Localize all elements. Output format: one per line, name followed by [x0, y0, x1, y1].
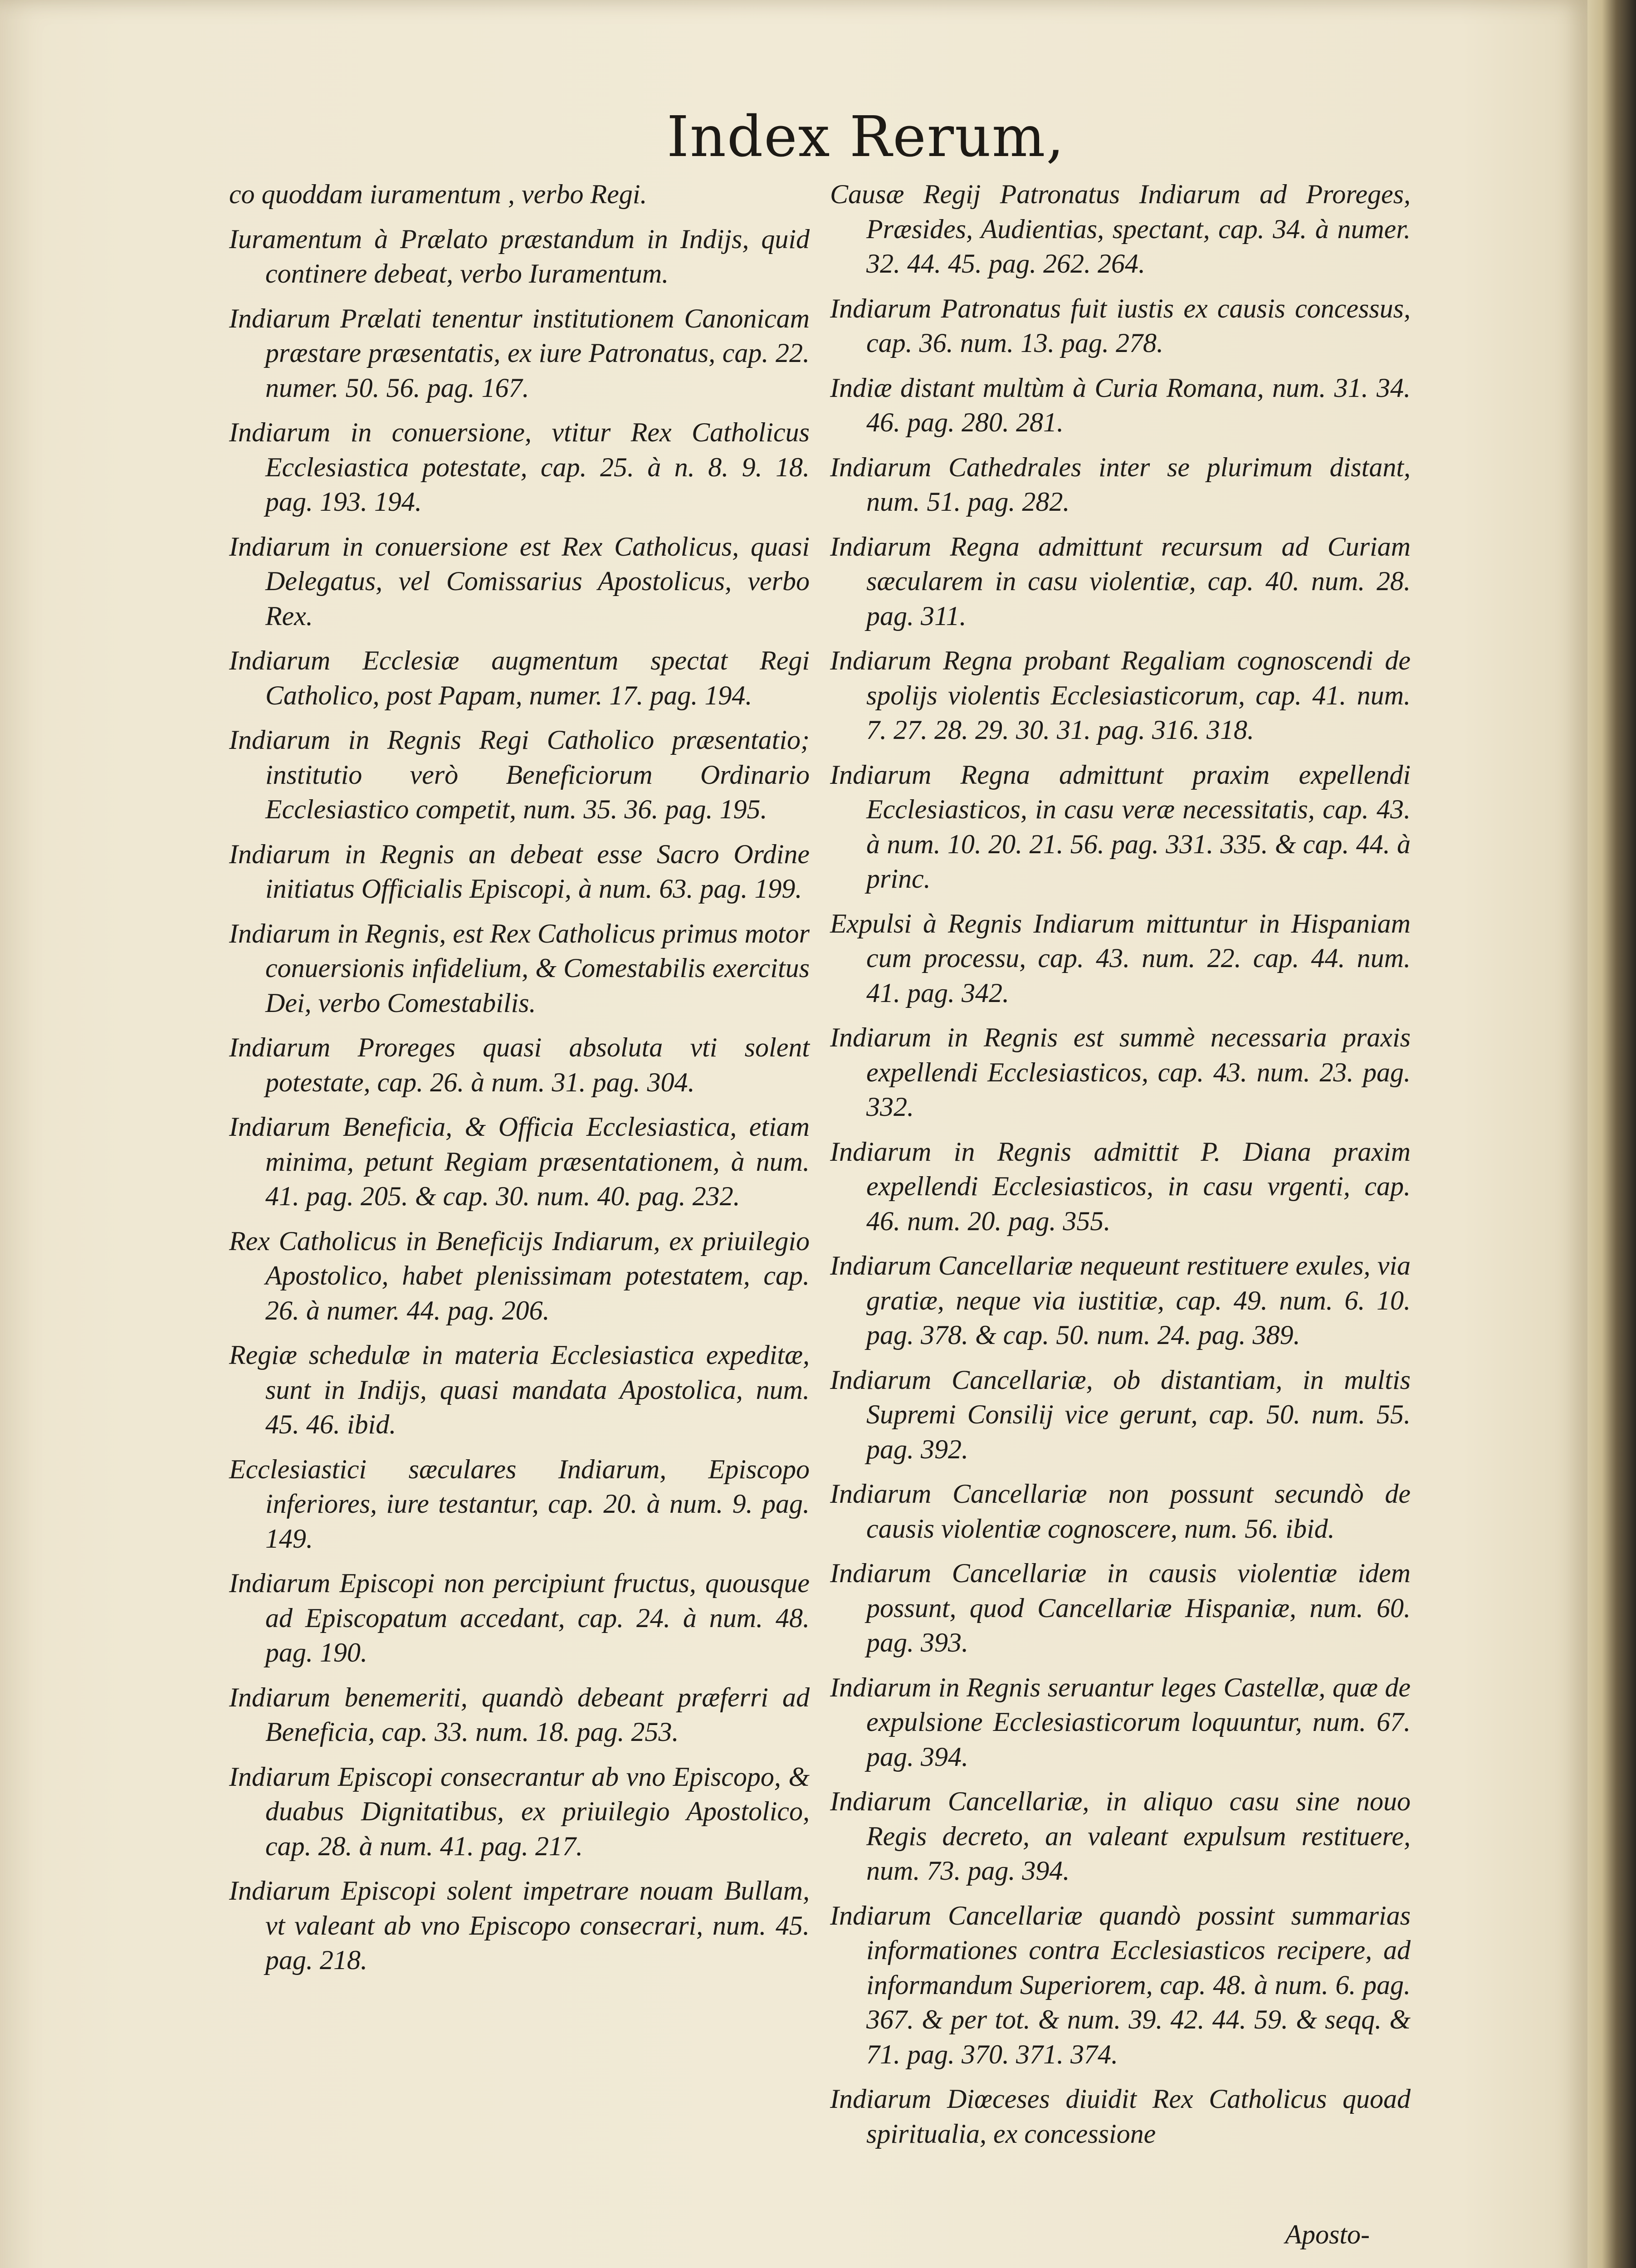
index-entry: Indiarum Regna admittunt praxim expellendi Ecclesiasticos, in casu veræ necessitatis, cap. 43. à num. 10. 20. 21. 56. pag. 331. 335. & cap. 44. à princ. — [830, 759, 1411, 894]
running-head: Index Rerum, — [667, 104, 1065, 170]
index-entry: Indiarum benemeriti, quandò debeant præferri ad Beneficia, cap. 33. num. 18. pag. 253. — [229, 1682, 810, 1747]
index-entry: Expulsi à Regnis Indiarum mittuntur in Hispaniam cum processu, cap. 43. num. 22. cap. 44. num. 41. pag. 342. — [830, 908, 1411, 1008]
index-entry: Indiarum Cathedrales inter se plurimum distant, num. 51. pag. 282. — [830, 452, 1411, 517]
index-entry: Indiarum Ecclesiæ augmentum spectat Regi Catholico, post Papam, numer. 17. pag. 194. — [229, 645, 810, 710]
index-entry: Indiarum Cancellariæ nequeunt restituere exules, via gratiæ, neque via iustitiæ, cap. 49. num. 6. 10. pag. 378. & cap. 50. num. 24. pag. 389. — [830, 1251, 1411, 1350]
index-entry: Indiarum Beneficia, & Officia Ecclesiastica, etiam minima, petunt Regiam præsentationem, à num. 41. pag. 205. & cap. 30. num. 40. pag. 232. — [229, 1112, 810, 1211]
index-entry: Indiarum Patronatus fuit iustis ex causis concessus, cap. 36. num. 13. pag. 278. — [830, 293, 1411, 358]
index-entry: Indiarum Cancellariæ quandò possint summarias informationes contra Ecclesiasticos recipere, ad informandum Superiorem, cap. 48. à num. 6. pag. 367. & per tot. & num. 39. 42. 44. 59. & seqq. & 71. pag. 370. 371. 374. — [830, 1900, 1411, 2069]
index-entry: Indiarum Episcopi non percipiunt fructus, quousque ad Episcopatum accedant, cap. 24. à num. 48. pag. 190. — [229, 1568, 810, 1667]
index-entry: Indiarum Cancellariæ non possunt secundò de causis violentiæ cognoscere, num. 56. ibid. — [830, 1479, 1411, 1544]
adjacent-page-edge — [1587, 0, 1636, 2268]
index-entry: Indiarum in Regnis, est Rex Catholicus primus motor conuersionis infidelium, & Comestabilis exercitus Dei, verbo Comestabilis. — [229, 918, 810, 1018]
index-entry: Indiarum Diœceses diuidit Rex Catholicus quoad spiritualia, ex concessione — [830, 2084, 1411, 2149]
index-entry: Indiarum Regna probant Regaliam cognoscendi de spolijs violentis Ecclesiasticorum, cap. 41. num. 7. 27. 28. 29. 30. 31. pag. 316. 318. — [830, 645, 1411, 745]
index-column-right — [830, 177, 1411, 2161]
index-entry: Indiarum Cancellariæ, ob distantiam, in multis Supremi Consilij vice gerunt, cap. 50. num. 55. pag. 392. — [830, 1364, 1411, 1464]
index-entry: Indiarum Cancellariæ in causis violentiæ idem possunt, quod Cancellariæ Hispaniæ, num. 60. pag. 393. — [830, 1558, 1411, 1657]
index-entry: Causæ Regij Patronatus Indiarum ad Proreges, Præsides, Audientias, spectant, cap. 34. à numer. 32. 44. 45. pag. 262. 264. — [830, 179, 1411, 279]
index-column-left — [229, 177, 810, 1988]
index-entry: Iuramentum à Prælato præstandum in Indijs, quid continere debeat, verbo Iuramentum. — [229, 224, 810, 288]
index-entry: Indiarum Regna admittunt recursum ad Curiam sæcularem in casu violentiæ, cap. 40. num. 28. pag. 311. — [830, 531, 1411, 631]
catchword: Aposto- — [1285, 2219, 1370, 2249]
index-entry: co quoddam iuramentum , verbo Regi. — [229, 179, 647, 209]
index-entry: Indiarum Cancellariæ, in aliquo casu sine nouo Regis decreto, an valeant expulsum restituere, num. 73. pag. 394. — [830, 1786, 1411, 1886]
index-entry: Indiarum in conuersione, vtitur Rex Catholicus Ecclesiastica potestate, cap. 25. à n. 8. 9. 18. pag. 193. 194. — [229, 417, 810, 517]
index-entry: Indiarum in conuersione est Rex Catholicus, quasi Delegatus, vel Comissarius Apostolicus, verbo Rex. — [229, 531, 810, 631]
index-entry: Indiarum Prælati tenentur institutionem Canonicam præstare præsentatis, ex iure Patronatus, cap. 22. numer. 50. 56. pag. 167. — [229, 303, 810, 403]
index-entry: Indiarum in Regnis Regi Catholico præsentatio; institutio verò Beneficiorum Ordinario Ecclesiastico competit, num. 35. 36. pag. 195. — [229, 725, 810, 824]
index-entry: Regiæ schedulæ in materia Ecclesiastica expeditæ, sunt in Indijs, quasi mandata Apostolica, num. 45. 46. ibid. — [229, 1340, 810, 1439]
index-entry: Indiarum in Regnis admittit P. Diana praxim expellendi Ecclesiasticos, in casu vrgenti, cap. 46. num. 20. pag. 355. — [830, 1136, 1411, 1236]
index-entry: Indiæ distant multùm à Curia Romana, num. 31. 34. 46. pag. 280. 281. — [830, 372, 1411, 437]
index-entry: Indiarum in Regnis est summè necessaria praxis expellendi Ecclesiasticos, cap. 43. num. 23. pag. 332. — [830, 1022, 1411, 1122]
index-entry: Indiarum Episcopi consecrantur ab vno Episcopo, & duabus Dignitatibus, ex priuilegio Apostolico, cap. 28. à num. 41. pag. 217. — [229, 1761, 810, 1861]
index-entry: Indiarum Proreges quasi absoluta vti solent potestate, cap. 26. à num. 31. pag. 304. — [229, 1032, 810, 1097]
index-entry: Indiarum in Regnis an debeat esse Sacro Ordine initiatus Officialis Episcopi, à num. 63. pag. 199. — [229, 839, 810, 904]
index-entry: Indiarum Episcopi solent impetrare nouam Bullam, vt valeant ab vno Episcopo consecrari, num. 45. pag. 218. — [229, 1876, 810, 1975]
index-entry: Indiarum in Regnis seruantur leges Castellæ, quæ de expulsione Ecclesiasticorum loquuntur, num. 67. pag. 394. — [830, 1672, 1411, 1772]
index-entry: Ecclesiastici sæculares Indiarum, Episcopo inferiores, iure testantur, cap. 20. à num. 9. pag. 149. — [229, 1454, 810, 1554]
index-entry: Rex Catholicus in Beneficijs Indiarum, ex priuilegio Apostolico, habet plenissimam potestatem, cap. 26. à numer. 44. pag. 206. — [229, 1226, 810, 1325]
